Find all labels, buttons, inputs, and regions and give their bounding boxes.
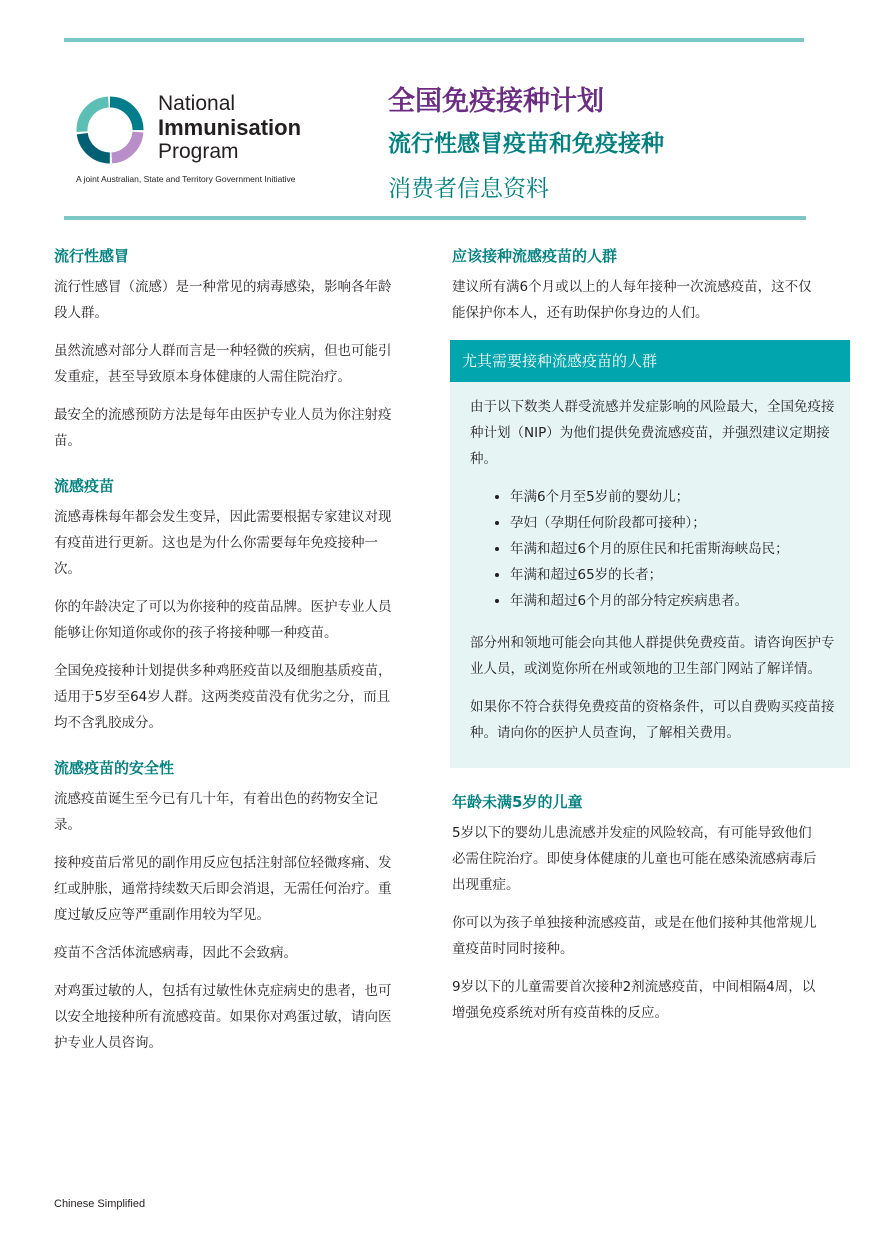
- logo-tagline: A joint Australian, State and Territory Government Initiative: [76, 174, 296, 184]
- section-heading: 应该接种流感疫苗的人群: [452, 247, 618, 265]
- section-children-under-5: [452, 790, 824, 1026]
- header-divider: [64, 216, 806, 220]
- title-block: [388, 82, 664, 212]
- priority-groups-list: [470, 484, 836, 614]
- paragraph: 流行性感冒（流感）是一种常见的病毒感染，影响各年龄段人群。: [54, 279, 392, 321]
- section-vaccine-safety: [54, 756, 400, 1056]
- paragraph: 由于以下数类人群受流感并发症影响的风险最大，全国免疫接种计划（NIP）为他们提供免费流感疫苗，并强烈建议定期接种。: [470, 399, 835, 467]
- document-subtitle: 流行性感冒疫苗和免疫接种: [388, 131, 664, 157]
- nip-ring-logo-icon: [74, 94, 146, 166]
- list-item: • 孕妇（孕期任何阶段都可接种）；: [510, 510, 836, 536]
- logo-line-immunisation: Immunisation: [158, 115, 302, 140]
- footer-language: Chinese Simplified: [54, 1198, 146, 1210]
- paragraph: 流感疫苗诞生至今已有几十年，有着出色的药物安全记录。: [54, 791, 378, 833]
- paragraph: 疫苗不含活体流感病毒，因此不会致病。: [54, 945, 297, 961]
- list-item: • 年满和超过6个月的原住民和托雷斯海峡岛民；: [510, 536, 836, 562]
- paragraph: 流感毒株每年都会发生变异，因此需要根据专家建议对现有疫苗进行更新。这也是为什么你需要每年免疫接种一次。: [54, 509, 392, 577]
- section-heading: 流感疫苗: [54, 477, 115, 495]
- section-heading: 流感疫苗的安全性: [54, 759, 175, 777]
- box-body: [450, 382, 850, 768]
- paragraph: 5岁以下的婴幼儿患流感并发症的风险较高，有可能导致他们必需住院治疗。即使身体健康的儿童也可能在感染流感病毒后出现重症。: [452, 825, 817, 893]
- paragraph: 对鸡蛋过敏的人，包括有过敏性休克症病史的患者，也可以安全地接种所有流感疫苗。如果你对鸡蛋过敏，请向医护专业人员咨询。: [54, 983, 392, 1051]
- paragraph: 接种疫苗后常见的副作用反应包括注射部位轻微疼痛、发红或肿胀，通常持续数天后即会消退，无需任何治疗。重度过敏反应等严重副作用较为罕见。: [54, 855, 392, 923]
- section-influenza: [54, 244, 400, 454]
- section-flu-vaccine: [54, 474, 400, 736]
- paragraph: 最安全的流感预防方法是每年由医护专业人员为你注射疫苗。: [54, 407, 392, 449]
- logo-wordmark: [158, 92, 301, 164]
- paragraph: 虽然流感对部分人群而言是一种轻微的疾病，但也可能引发重症，甚至导致原本身体健康的人需住院治疗。: [54, 343, 392, 385]
- paragraph: 你的年龄决定了可以为你接种的疫苗品牌。医护专业人员能够让你知道你或你的孩子将接种哪一种疫苗。: [54, 599, 392, 641]
- box-heading: 尤其需要接种流感疫苗的人群: [450, 340, 850, 382]
- priority-groups-box: [450, 340, 850, 768]
- left-column: [54, 244, 400, 1076]
- paragraph: 你可以为孩子单独接种流感疫苗，或是在他们接种其他常规儿童疫苗时同时接种。: [452, 915, 817, 957]
- logo-line-national: National: [158, 92, 236, 115]
- paragraph: 9岁以下的儿童需要首次接种2剂流感疫苗，中间相隔4周，以增强免疫系统对所有疫苗株的反应。: [452, 979, 816, 1021]
- document-type: 消费者信息资料: [388, 176, 549, 202]
- logo-line-program: Program: [158, 140, 239, 163]
- document-title: 全国免疫接种计划: [388, 86, 604, 117]
- right-column: [452, 244, 835, 1038]
- paragraph: 部分州和领地可能会向其他人群提供免费疫苗。请咨询医护专业人员，或浏览你所在州或领地的卫生部门网站了解详情。: [470, 635, 835, 677]
- list-item: • 年满和超过65岁的长者；: [510, 562, 836, 588]
- list-item: • 年满6个月至5岁前的婴幼儿；: [510, 484, 836, 510]
- paragraph: 建议所有满6个月或以上的人每年接种一次流感疫苗，这不仅能保护你本人，还有助保护你身边的人们。: [452, 279, 812, 321]
- paragraph: 如果你不符合获得免费疫苗的资格条件，可以自费购买疫苗接种。请向你的医护人员查询，了解相关费用。: [470, 699, 835, 741]
- section-who-should-vaccinate: [452, 244, 824, 326]
- nip-logo: [74, 88, 334, 188]
- list-item: • 年满和超过6个月的部分特定疾病患者。: [510, 588, 836, 614]
- top-divider: [64, 38, 804, 42]
- section-heading: 年龄未满5岁的儿童: [452, 793, 583, 811]
- paragraph: 全国免疫接种计划提供多种鸡胚疫苗以及细胞基质疫苗，适用于5岁至64岁人群。这两类疫苗没有优劣之分，而且均不含乳胶成分。: [54, 663, 392, 731]
- section-heading: 流行性感冒: [54, 247, 130, 265]
